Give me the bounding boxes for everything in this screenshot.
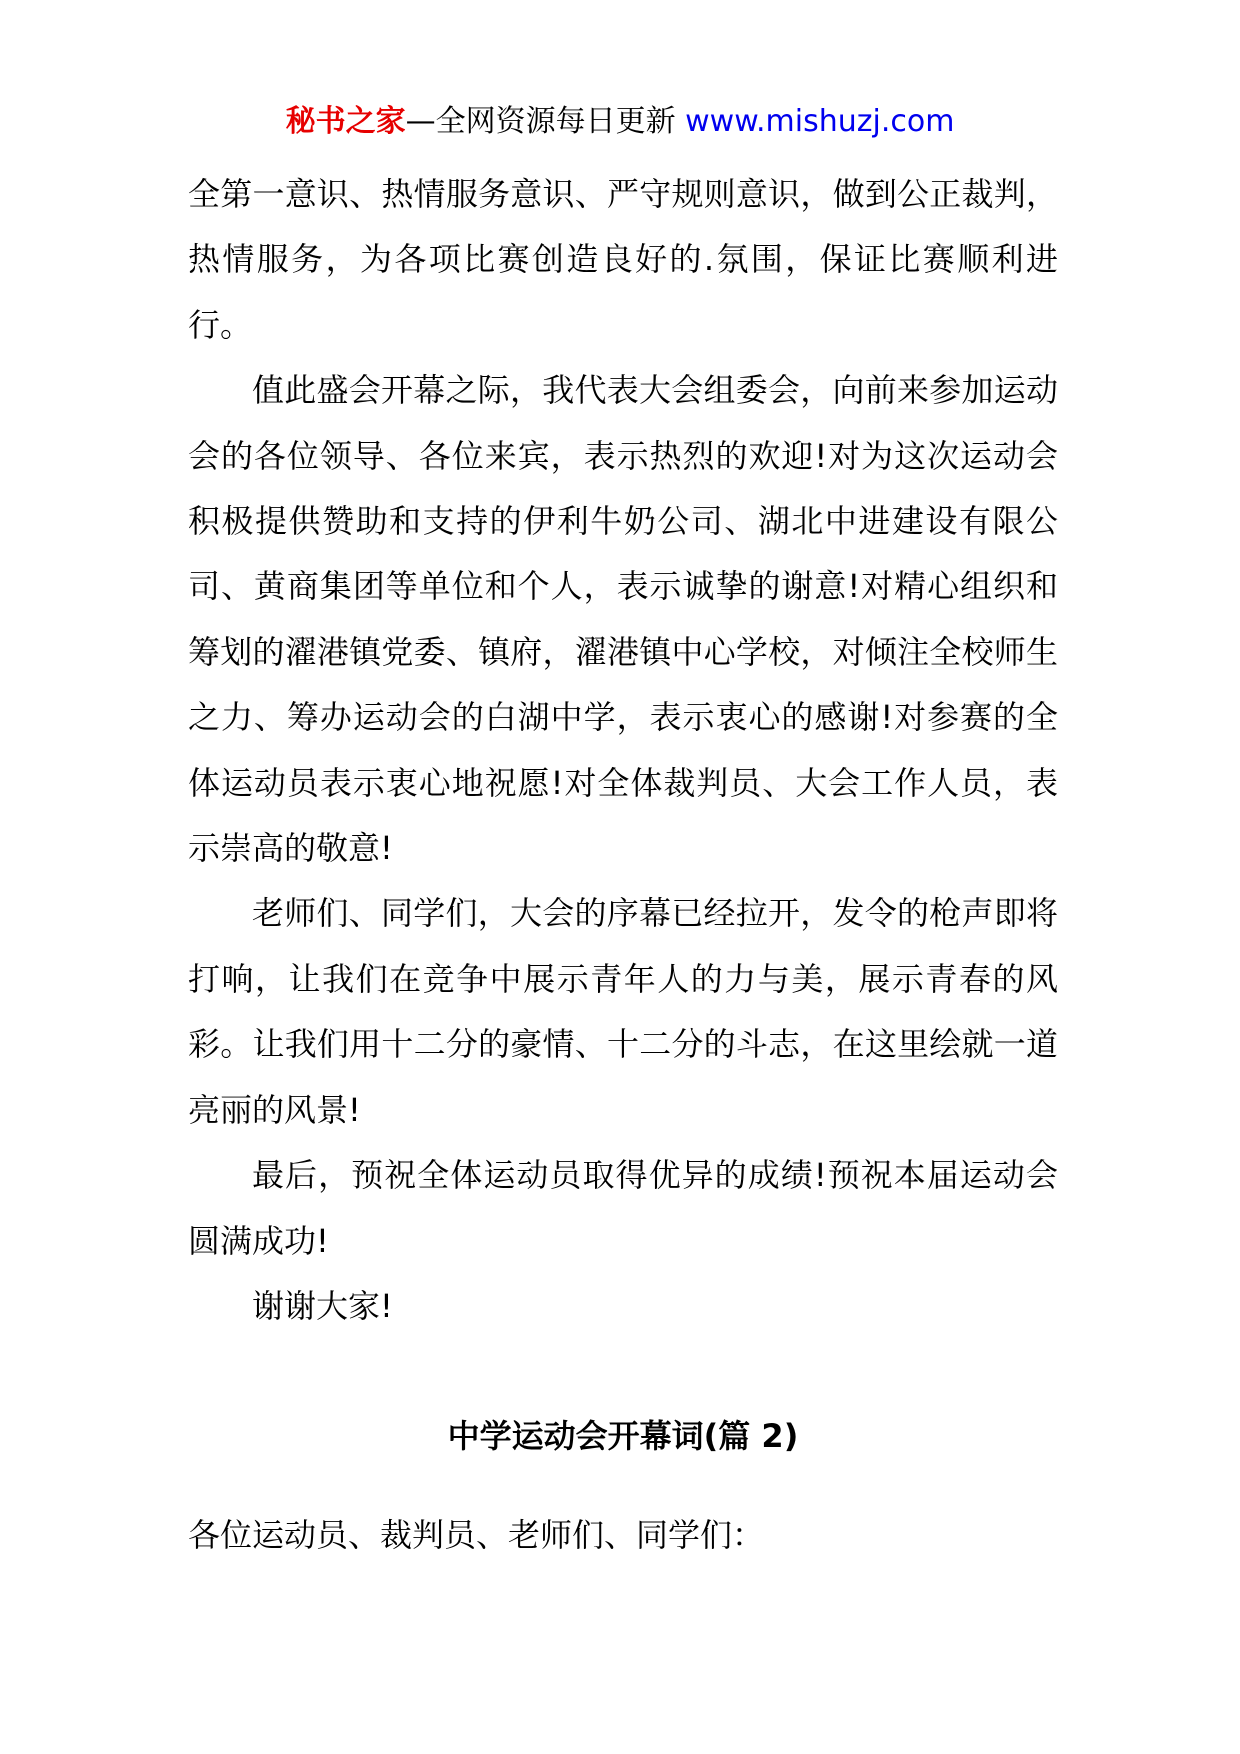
site-url-link[interactable]: www.mishuzj.com	[685, 104, 955, 139]
document-body	[188, 162, 1058, 1568]
site-tagline: —全网资源每日更新	[405, 104, 686, 139]
site-brand: 秘书之家	[285, 104, 406, 139]
greeting-line: 各位运动员、裁判员、老师们、同学们：	[188, 1515, 765, 1554]
section-title: 中学运动会开幕词(篇 2)	[447, 1417, 799, 1456]
paragraph-closing: 谢谢大家!	[252, 1286, 393, 1325]
paragraph-thanks: 值此盛会开幕之际，我代表大会组委会，向前来参加运动会的各位领导、各位来宾，表示热烈的欢迎!对为这次运动会积极提供赞助和支持的伊利牛奶公司、湖北中进建设有限公司、黄商集团等单位和个人，表示诚挚的谢意!对精心组织和筹划的濯港镇党委、镇府，濯港镇中心学校，对倾注全校师生之力、筹办运动会的白湖中学，表示衷心的感谢!对参赛的全体运动员表示衷心地祝愿!对全体裁判员、大会工作人员，表示崇高的敬意!	[188, 371, 1058, 868]
paragraph-encouragement: 老师们、同学们，大会的序幕已经拉开，发令的枪声即将打响，让我们在竞争中展示青年人的力与美，展示青春的风彩。让我们用十二分的豪情、十二分的斗志，在这里绘就一道亮丽的风景!	[188, 894, 1058, 1129]
paragraph-continued: 全第一意识、热情服务意识、严守规则意识，做到公正裁判，热情服务，为各项比赛创造良好的.氛围，保证比赛顺利进行。	[188, 175, 1058, 344]
paragraph-wishes: 最后，预祝全体运动员取得优异的成绩!预祝本届运动会圆满成功!	[188, 1156, 1058, 1260]
site-header	[0, 100, 1240, 144]
